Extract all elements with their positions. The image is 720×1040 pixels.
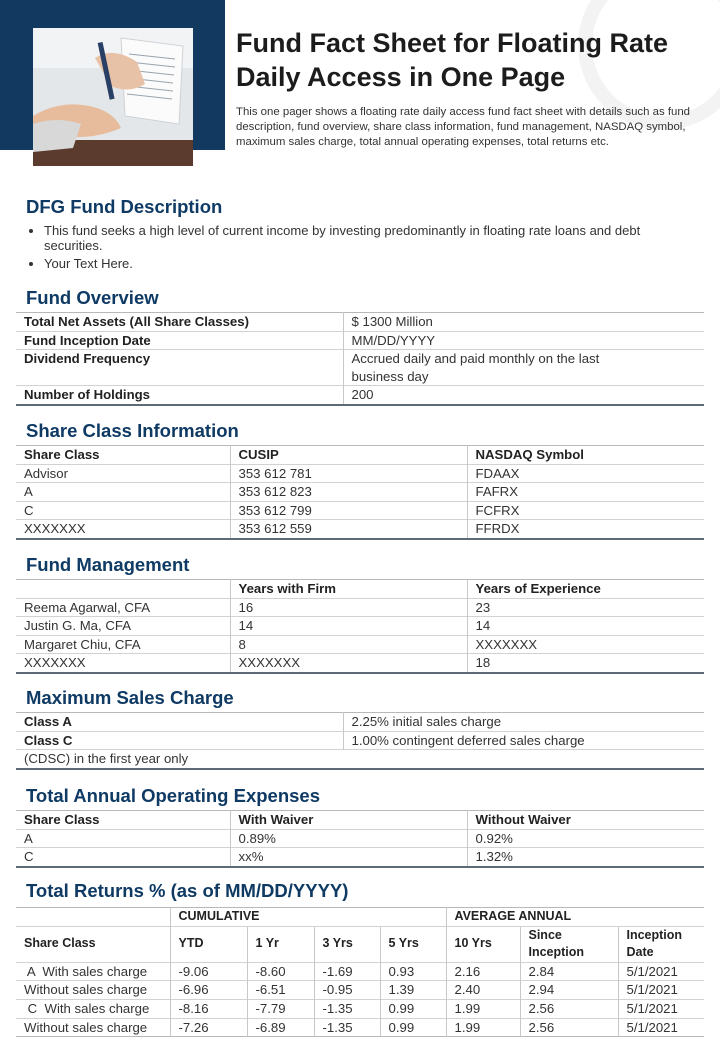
table-cell: A: [16, 483, 230, 502]
table-cell: 2.56: [520, 1018, 618, 1037]
column-header: 3 Yrs: [314, 926, 380, 962]
list-item: • This fund seeks a high level of current income by investing predominantly in floating rate loans and debt securities.: [44, 223, 694, 253]
table-cell: -1.69: [314, 962, 380, 981]
table-cell: 0.93: [380, 962, 446, 981]
share-class-heading: Share Class Information: [26, 420, 239, 441]
overview-value: $ 1300 Million: [343, 313, 704, 332]
table-cell: -7.26: [170, 1018, 247, 1037]
table-cell: 18: [467, 654, 704, 673]
overview-value: 200: [343, 386, 704, 405]
column-header: Share Class: [24, 447, 100, 462]
share-class-section: [0, 419, 720, 540]
table-row: [16, 713, 704, 732]
fund-description-section: [0, 195, 720, 274]
table-row: [16, 848, 704, 867]
table-cell: 2.84: [520, 962, 618, 981]
table-row: [16, 635, 704, 654]
table-cell: 0.89%: [230, 829, 467, 848]
table-row: [16, 464, 704, 483]
table-row: [16, 750, 704, 769]
table-row: [16, 483, 704, 502]
column-header: Years of Experience: [467, 580, 704, 599]
fund-management-table: [16, 579, 704, 674]
fund-management-section: [0, 553, 720, 674]
overview-label: Total Net Assets (All Share Classes): [24, 314, 249, 329]
table-cell: C: [16, 848, 230, 867]
table-cell: -8.16: [170, 999, 247, 1018]
table-cell: A With sales charge: [16, 962, 170, 981]
table-cell: XXXXXXX: [16, 520, 230, 539]
table-cell: -6.89: [247, 1018, 314, 1037]
column-header: CUSIP: [230, 446, 467, 465]
table-header-row: [16, 446, 704, 465]
table-cell: 1.99: [446, 1018, 520, 1037]
table-cell: 14: [230, 617, 467, 636]
table-cell: 5/1/2021: [618, 1018, 704, 1037]
overview-label: Number of Holdings: [16, 386, 343, 405]
table-cell: xx%: [230, 848, 467, 867]
table-cell: -7.79: [247, 999, 314, 1018]
sales-charge-label: Class C: [16, 731, 343, 750]
share-class-table: [16, 445, 704, 540]
table-cell: 14: [467, 617, 704, 636]
column-header: Since Inception: [520, 926, 618, 962]
header-photo-handshake-documents: [33, 28, 193, 166]
table-row: [16, 350, 704, 386]
operating-expenses-heading: Total Annual Operating Expenses: [26, 785, 320, 806]
table-cell: -6.96: [170, 981, 247, 1000]
table-cell: FAFRX: [467, 483, 704, 502]
table-cell: 1.99: [446, 999, 520, 1018]
total-returns-heading: Total Returns % (as of MM/DD/YYYY): [26, 880, 349, 901]
column-header: Share Class: [16, 926, 170, 962]
table-cell: 1.39: [380, 981, 446, 1000]
table-cell: XXXXXXX: [467, 635, 704, 654]
table-cell: -9.06: [170, 962, 247, 981]
table-cell: 2.56: [520, 999, 618, 1018]
fund-description-list: [0, 223, 694, 271]
table-cell: 1.32%: [467, 848, 704, 867]
table-row: [16, 981, 704, 1000]
table-header-row: [16, 580, 704, 599]
column-header: With Waiver: [230, 811, 467, 830]
table-row: [16, 331, 704, 350]
table-cell: 2.16: [446, 962, 520, 981]
fund-overview-heading: Fund Overview: [26, 287, 159, 308]
table-cell: Justin G. Ma, CFA: [16, 617, 230, 636]
table-cell: C: [16, 501, 230, 520]
table-cell: 353 612 781: [230, 464, 467, 483]
sales-charge-value: 2.25% initial sales charge: [343, 713, 704, 732]
table-header-row: [16, 811, 704, 830]
table-cell: 0.92%: [467, 829, 704, 848]
column-header: Without Waiver: [467, 811, 704, 830]
table-cell: 353 612 559: [230, 520, 467, 539]
operating-expenses-table: [16, 810, 704, 868]
table-cell: -0.95: [314, 981, 380, 1000]
fund-management-heading: Fund Management: [26, 554, 190, 575]
table-cell: FCFRX: [467, 501, 704, 520]
table-cell: 0.99: [380, 1018, 446, 1037]
total-returns-table: [16, 907, 704, 1037]
column-header: Years with Firm: [230, 580, 467, 599]
sales-charge-table: [16, 712, 704, 770]
table-row: [16, 386, 704, 405]
table-cell: 5/1/2021: [618, 999, 704, 1018]
column-header: 5 Yrs: [380, 926, 446, 962]
intro-text: This one pager shows a floating rate daily access fund fact sheet with details such as fund description, fund overview, share class information, fund management, NASDAQ symbol, maximum sales charge, total annual operating expenses, total returns etc.: [236, 106, 690, 148]
table-cell: -1.35: [314, 1018, 380, 1037]
table-cell: 16: [230, 598, 467, 617]
table-cell: 5/1/2021: [618, 981, 704, 1000]
table-cell: Without sales charge: [16, 981, 170, 1000]
table-cell: Margaret Chiu, CFA: [16, 635, 230, 654]
table-row: [16, 598, 704, 617]
table-cell: 353 612 799: [230, 501, 467, 520]
table-header-row: [16, 926, 704, 962]
table-row: [16, 731, 704, 750]
sales-charge-heading: Maximum Sales Charge: [26, 687, 234, 708]
table-cell: 353 612 823: [230, 483, 467, 502]
column-header: NASDAQ Symbol: [467, 446, 704, 465]
overview-label: Dividend Frequency: [16, 350, 343, 386]
table-row: [16, 520, 704, 539]
table-cell: -6.51: [247, 981, 314, 1000]
table-cell: Reema Agarwal, CFA: [16, 598, 230, 617]
table-cell: XXXXXXX: [16, 654, 230, 673]
column-header: 1 Yr: [247, 926, 314, 962]
operating-expenses-section: [0, 784, 720, 868]
cumulative-group-header: CUMULATIVE: [170, 908, 446, 927]
column-header: YTD: [170, 926, 247, 962]
table-row: [16, 501, 704, 520]
table-cell: C With sales charge: [16, 999, 170, 1018]
column-header: 10 Yrs: [446, 926, 520, 962]
column-header: [16, 908, 170, 927]
table-row: [16, 829, 704, 848]
table-cell: 5/1/2021: [618, 962, 704, 981]
table-row: [16, 313, 704, 332]
overview-value: MM/DD/YYYY: [343, 331, 704, 350]
column-header: Inception Date: [618, 926, 704, 962]
table-row: [16, 962, 704, 981]
table-row: [16, 1018, 704, 1037]
table-cell: A: [16, 829, 230, 848]
sales-charge-value: 1.00% contingent deferred sales charge: [343, 731, 704, 750]
table-cell: 23: [467, 598, 704, 617]
table-cell: Advisor: [16, 464, 230, 483]
table-cell: 8: [230, 635, 467, 654]
list-item: • Your Text Here.: [44, 256, 694, 271]
table-row: [16, 654, 704, 673]
table-cell: 2.94: [520, 981, 618, 1000]
table-cell: -1.35: [314, 999, 380, 1018]
average-annual-group-header: AVERAGE ANNUAL: [446, 908, 704, 927]
table-row: [16, 617, 704, 636]
table-cell: Without sales charge: [16, 1018, 170, 1037]
column-header: [16, 580, 230, 599]
table-cell: FDAAX: [467, 464, 704, 483]
page-title: Fund Fact Sheet for Floating Rate Daily Access in One Page: [236, 28, 669, 92]
table-group-header-row: [16, 908, 704, 927]
overview-value: Accrued daily and paid monthly on the last business day: [343, 350, 704, 386]
table-cell: XXXXXXX: [230, 654, 467, 673]
table-cell: 2.40: [446, 981, 520, 1000]
table-cell: 0.99: [380, 999, 446, 1018]
total-returns-section: [0, 879, 720, 1037]
sales-charge-label: Class A: [24, 714, 72, 729]
column-header: Share Class: [24, 812, 100, 827]
fund-description-heading: DFG Fund Description: [26, 196, 223, 217]
overview-label: Fund Inception Date: [16, 331, 343, 350]
sales-charge-note: (CDSC) in the first year only: [16, 750, 704, 769]
table-cell: FFRDX: [467, 520, 704, 539]
fund-overview-table: [16, 312, 704, 406]
sales-charge-section: [0, 686, 720, 770]
table-row: [16, 999, 704, 1018]
fund-overview-section: [0, 286, 720, 406]
table-cell: -8.60: [247, 962, 314, 981]
